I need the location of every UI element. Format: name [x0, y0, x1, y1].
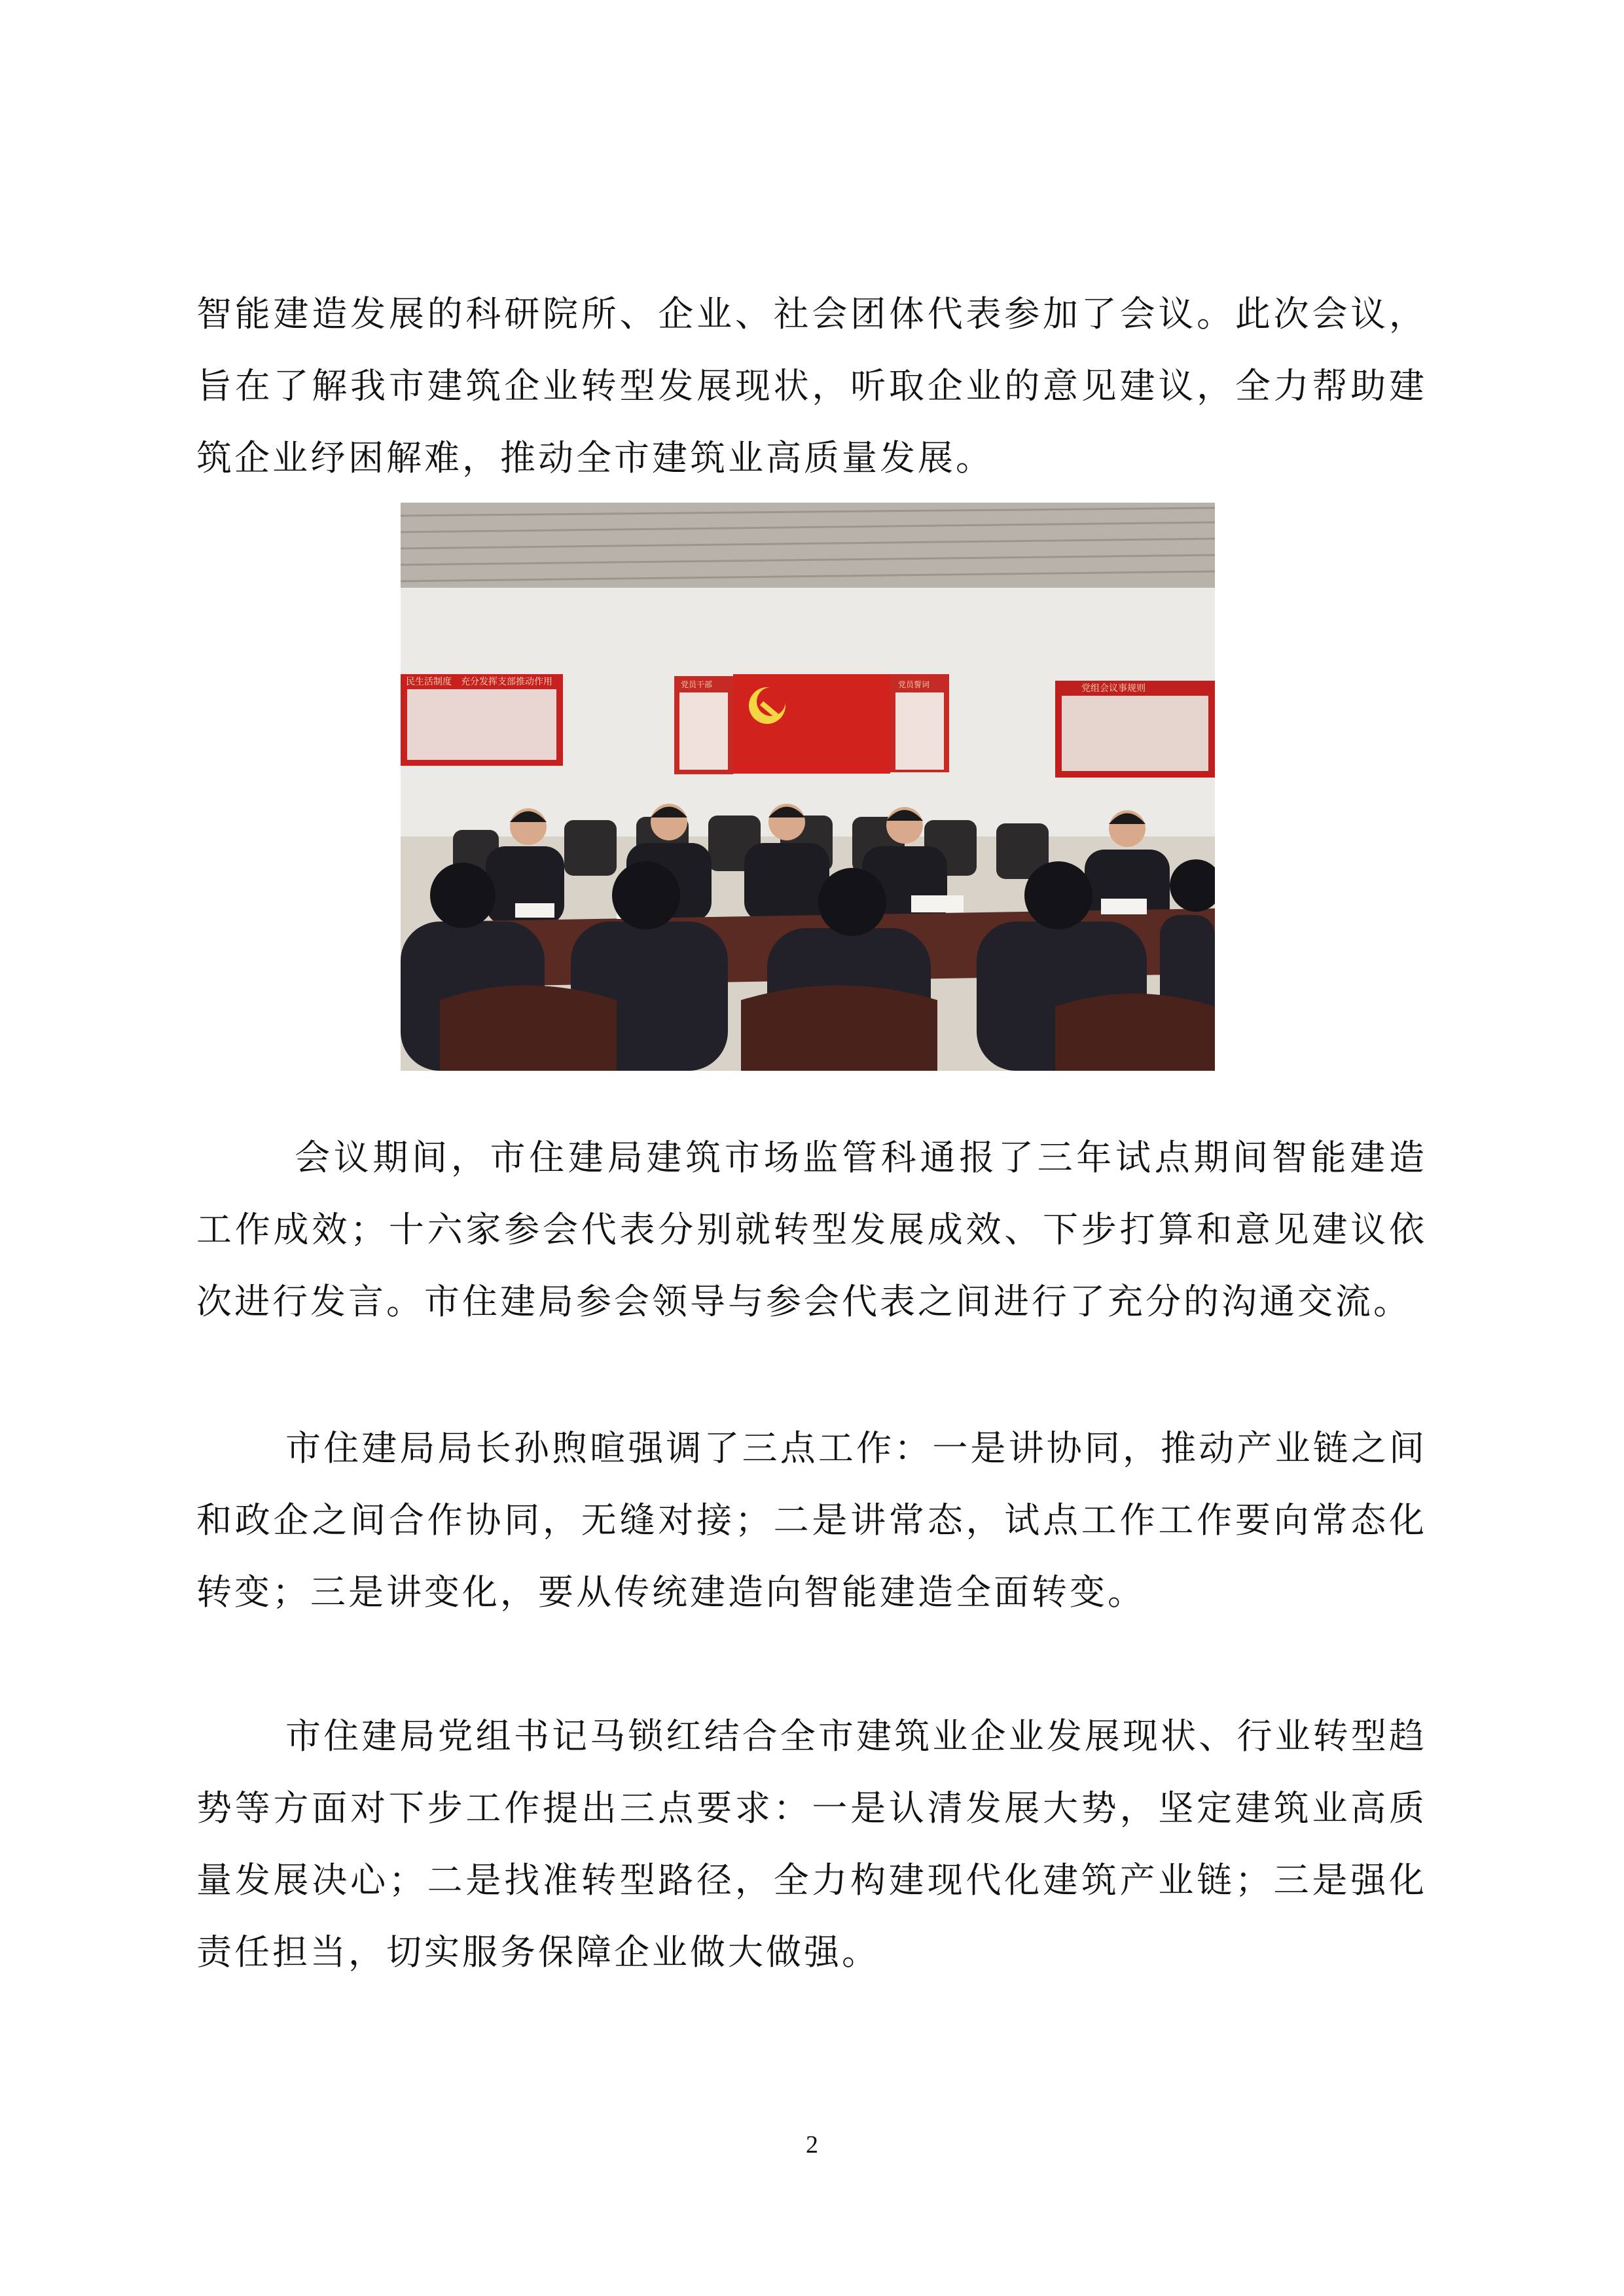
board-center-left-title: 党员干部 [681, 680, 713, 689]
meeting-photo [401, 503, 1215, 1071]
paragraph-meeting-report: 会议期间，市住建局建筑市场监管科通报了三年试点期间智能建造工作成效；十六家参会代表分别就转型发展成效、下步打算和意见建议依次进行发言。市住建局参会领导与参会代表之间进行了充分的沟通交流。 [196, 1137, 1427, 1322]
party-flag [733, 674, 890, 774]
paragraph-intro-continued: 智能建造发展的科研院所、企业、社会团体代表参加了会议。此次会议，旨在了解我市建筑企业转型发展现状，听取企业的意见建议，全力帮助建筑企业纾困解难，推动全市建筑业高质量发展。 [196, 293, 1427, 478]
board-right-title: 党组会议事规则 [1081, 683, 1146, 694]
board-left-title: 民生活制度 充分发挥支部推动作用 [406, 677, 552, 687]
party-emblem-icon [749, 687, 785, 724]
meeting-photo-illustration [401, 503, 1215, 1071]
paragraph-secretary-requirements: 市住建局党组书记马锁红结合全市建筑业企业发展现状、行业转型趋势等方面对下步工作提出三点要求：一是认清发展大势，坚定建筑业高质量发展决心；二是找准转型路径，全力构建现代化建筑产业链；三是强化责任担当，切实服务保障企业做大做强。 [196, 1715, 1427, 1973]
page-number: 2 [806, 2131, 818, 2159]
board-center-right-title: 党员誓词 [898, 680, 930, 689]
paragraph-director-remarks: 市住建局局长孙煦暄强调了三点工作：一是讲协同，推动产业链之间和政企之间合作协同，无缝对接；二是讲常态，试点工作工作要向常态化转变；三是讲变化，要从传统建造向智能建造全面转变。 [196, 1427, 1427, 1613]
